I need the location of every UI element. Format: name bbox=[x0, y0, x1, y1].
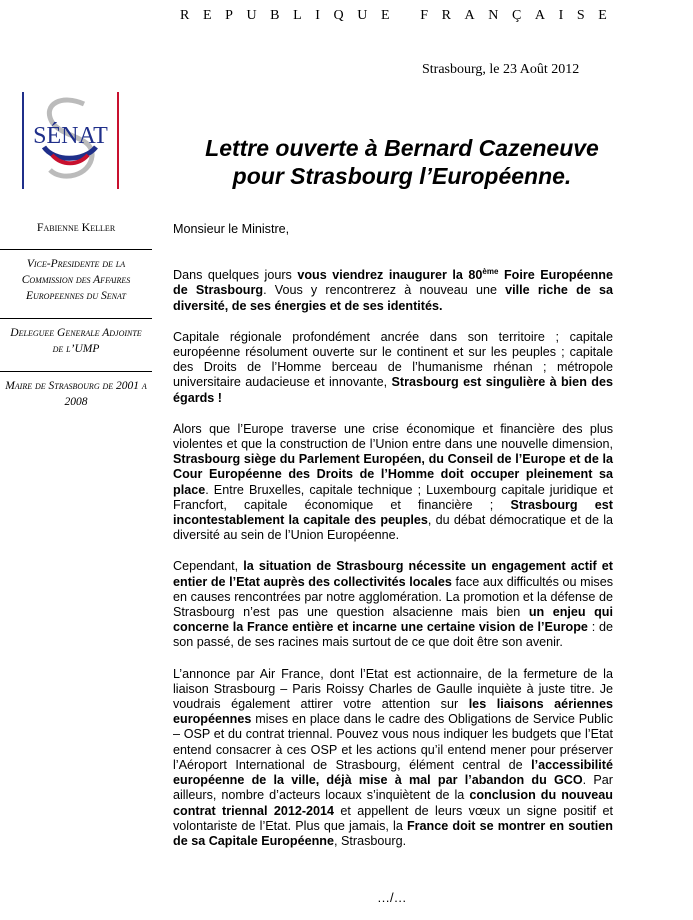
role-2: Deleguee Generale Adjointe de l’UMP bbox=[10, 327, 142, 355]
senat-logo bbox=[22, 92, 119, 189]
letter-body bbox=[173, 222, 613, 865]
bold-text: l’accessibilité européenne de la ville, déjà mise à mal par l’abandon du GCO bbox=[173, 757, 613, 788]
salutation: Monsieur le Ministre, bbox=[173, 222, 290, 236]
bold-text: Strasbourg est singulière à bien des égards ! bbox=[173, 375, 613, 405]
role-3: Maire de Strasbourg de 2001 a 2008 bbox=[5, 380, 147, 408]
paragraph-3 bbox=[173, 422, 613, 544]
text-run: . Entre Bruxelles, capitale technique ; Luxembourg capitale juridique et Francfort, capitale économique et financière ; bbox=[173, 482, 613, 512]
text-run: . Vous y rencontrerez à nouveau une bbox=[263, 283, 506, 298]
text-run: Dans quelques jours bbox=[173, 268, 298, 283]
paragraph-4 bbox=[173, 559, 613, 650]
header-text: REPUBLIQUE FRANÇAISE bbox=[180, 8, 621, 23]
bold-text: conclusion du nouveau contrat triennal 2012-2014 bbox=[173, 788, 614, 818]
text-run: : de son passé, de ses racines mais surtout de ce que doit être son avenir. bbox=[173, 620, 613, 650]
text-run: Capitale régionale profondément ancrée dans son territoire ; capitale européenne résolument ouverte sur le continent et sur les peuples ; capitale des Droits de l’Homme berceau de l’humanisme rhénan ; métropole universitaire audacieuse et innovante, bbox=[173, 329, 613, 390]
role-1: Vice-Presidente de la Commission des Affaires Europeennes du Senat bbox=[21, 258, 131, 302]
bold-text: Foire Européenne de Strasbourg bbox=[173, 268, 614, 298]
bold-text: Strasbourg est incontestablement la capitale des peuples bbox=[173, 497, 613, 528]
continuation-mark: …/… bbox=[377, 890, 407, 905]
letter-title bbox=[172, 134, 632, 190]
text-run: L’annonce par Air France, dont l’Etat est actionnaire, de la fermeture de la liaison Strasbourg – Paris Roissy Charles de Gaulle inquiète à juste titre. Je voudrais également attirer votre attention sur bbox=[173, 666, 613, 712]
title-line-1: Lettre ouverte à Bernard Cazeneuve bbox=[205, 135, 599, 161]
bold-text: vous viendrez inaugurer la 80 bbox=[297, 268, 483, 283]
text-run: , Strasbourg. bbox=[333, 833, 407, 848]
bold-text: France doit se montrer en soutien de sa Capitale Européenne bbox=[173, 818, 613, 848]
bold-text: ville riche de sa diversité, de ses énergies et de ses identités. bbox=[173, 283, 614, 313]
author-sidebar bbox=[0, 220, 152, 410]
date-line: Strasbourg, le 23 Août 2012 bbox=[422, 62, 580, 77]
bold-text: ème bbox=[482, 267, 499, 277]
logo-text: SÉNAT bbox=[33, 123, 108, 149]
title-line-2: pour Strasbourg l’Européenne. bbox=[232, 163, 572, 189]
paragraph-1 bbox=[173, 268, 613, 314]
bold-text: les liaisons aériennes européennes bbox=[173, 697, 613, 727]
text-run: . Par ailleurs, nombre d’acteurs locaux s’inquiètent de la bbox=[173, 773, 613, 803]
text-run: Alors que l’Europe traverse une crise économique et financière des plus violentes et que la construction de l’Union entre dans une nouvelle dimension, bbox=[173, 421, 613, 452]
text-run: mises en place dans le cadre des Obligations de Service Public – OSP et du contrat triennal. Pouvez vous nous indiquer les budgets que l’Etat entend consacrer à ces OSP et les actions qu’il entend mener pour préserver l’Aéroport International de Strasbourg, élément central de bbox=[173, 712, 613, 772]
author-name: Fabienne Keller bbox=[36, 220, 116, 234]
bold-text: Strasbourg siège du Parlement Européen, du Conseil de l’Europe et de la Cour Européenne des Droits de l’Homme doit occuper pleinement sa place bbox=[173, 452, 613, 497]
text-run: Cependant, bbox=[173, 559, 244, 574]
republic-header bbox=[180, 8, 680, 24]
text-run: , du débat démocratique et de la diversité au sein de l’Union Européenne. bbox=[173, 513, 613, 543]
paragraph-2 bbox=[173, 330, 613, 406]
bold-text: la situation de Strasbourg nécessite un engagement actif et entier de l’Etat auprès des collectivités locales bbox=[173, 559, 614, 589]
paragraph-5 bbox=[173, 667, 613, 849]
bold-text: un enjeu qui concerne la France entière et incarne une certaine vision de l’Europe bbox=[173, 605, 613, 635]
text-run: face aux difficultés ou mises en causes rencontrées par notre agglomération. La promotion et la défense de Strasbourg n’est pas une question alsacienne mais bien bbox=[173, 574, 613, 620]
text-run: et appellent de leurs vœux un signe positif et volontariste de l’Etat. Plus que jamais, la bbox=[173, 803, 613, 833]
